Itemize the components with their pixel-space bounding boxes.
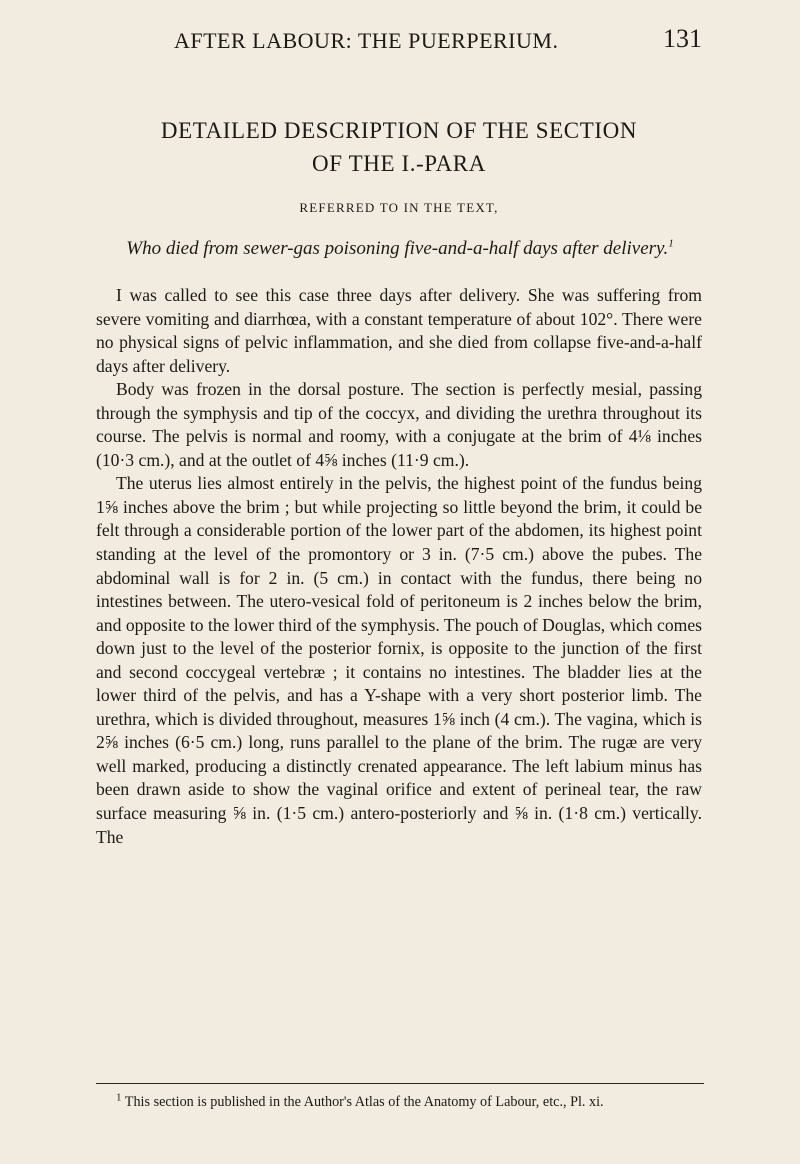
case-title: [120, 235, 680, 262]
case-title-text: Who died from sewer-gas poisoning five-and-a-half days after delivery.: [126, 238, 669, 259]
section-heading: [96, 114, 702, 180]
paragraph: Body was frozen in the dorsal posture. The section is perfectly mesial, passing through the symphysis and tip of the coccyx, and dividing the urethra throughout its course. The pelvis is normal and roomy, with a conjugate at the brim of 4⅛ inches (10·3 cm.), and at the outlet of 4⅝ inches (11·9 cm.).: [96, 379, 702, 470]
footnote-text: This section is published in the Author's Atlas of the Anatomy of Labour, etc., Pl. xi.: [124, 1094, 604, 1110]
footnote-marker: 1: [116, 1091, 122, 1104]
body-text: [96, 284, 702, 849]
page-number: 131: [663, 24, 702, 53]
footnote-reference: 1: [668, 237, 674, 250]
footnote-rule: [96, 1083, 704, 1084]
paragraph: I was called to see this case three days after delivery. She was suffering from severe vomiting and diarrhœa, with a constant temperature of about 102°. There were no physical signs of pelvic inflammation, and she died from collapse five-and-a-half days after delivery.: [96, 285, 702, 376]
section-heading-line-2: OF THE I.-PARA: [312, 151, 486, 176]
paragraph: The uterus lies almost entirely in the pelvis, the highest point of the fundus being 1⅝ inches above the brim ; but while projecting so little beyond the brim, it could be felt through a considerable portion of the lower part of the abdomen, its highest point standing at the level of the promontory or 3 in. (7·5 cm.) above the pubes. The abdominal wall is for 2 in. (5 cm.) in contact with the fundus, there being no intestines between. The utero-vesical fold of peritoneum is 2 inches below the brim, and opposite to the lower third of the symphysis. The pouch of Douglas, which comes down just to the level of the posterior fornix, is opposite to the junction of the first and second coccygeal vertebræ ; it contains no intestines. The bladder lies at the lower third of the pelvis, and has a Y-shape with a very short posterior limb. The urethra, which is divided throughout, measures 1⅝ inch (4 cm.). The vagina, which is 2⅝ inches (6·5 cm.) long, runs parallel to the plane of the brim. The rugæ are very well marked, producing a distinctly crenated appearance. The left labium minus has been drawn aside to show the vaginal orifice and extent of perineal tear, the raw surface measuring ⅝ in. (1·5 cm.) antero-posteriorly and ⅝ in. (1·8 cm.) vertically. The: [96, 473, 702, 847]
running-head-title: AFTER LABOUR: THE PUERPERIUM.: [174, 28, 559, 53]
running-head: [96, 24, 702, 58]
section-heading-line-1: DETAILED DESCRIPTION OF THE SECTION: [160, 118, 638, 143]
footnote: [96, 1092, 702, 1112]
subheading: REFERRED TO IN THE TEXT,: [299, 200, 499, 215]
